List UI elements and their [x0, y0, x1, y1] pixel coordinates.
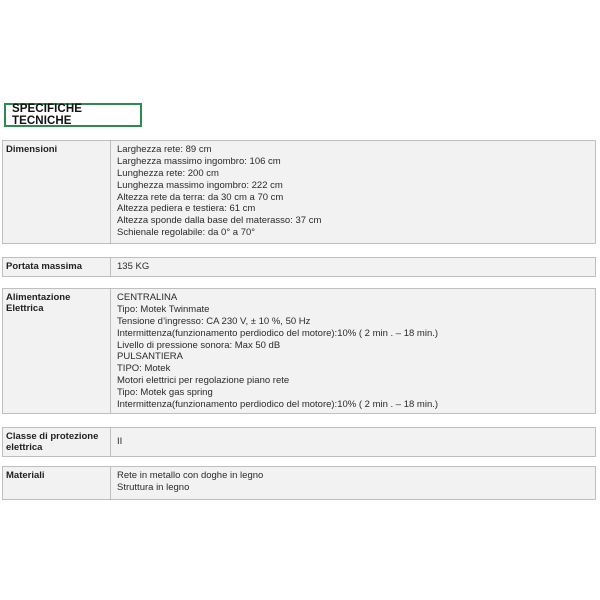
spec-line: Intermittenza(funzionamento perdiodico del motore):10% ( 2 min . – 18 min.) [117, 327, 439, 339]
spec-label: Alimentazione Elettrica [3, 289, 111, 413]
spec-line: CENTRALINA [117, 292, 178, 303]
spec-value [111, 141, 595, 243]
spec-line: Tipo: Motek gas spring [117, 387, 213, 399]
spec-line: Larghezza rete: 89 cm [117, 144, 212, 155]
spec-value [111, 428, 595, 456]
spec-row-classe-protezione [2, 427, 596, 457]
spec-row-portata-massima [2, 257, 596, 277]
spec-row-materiali [2, 466, 596, 500]
spec-line: Tensione d’ingresso: CA 230 V, ± 10 %, 50 Hz [117, 315, 311, 327]
section-title: SPECIFICHE TECNICHE [4, 103, 142, 127]
spec-value [111, 258, 595, 276]
spec-label: Portata massima [3, 258, 111, 276]
spec-value [111, 289, 595, 413]
spec-value [111, 467, 595, 499]
spec-line: Altezza pediera e testiera: 61 cm [117, 203, 256, 215]
spec-line: Altezza rete da terra: da 30 cm a 70 cm [117, 191, 284, 203]
spec-label: Dimensioni [3, 141, 111, 243]
spec-row-dimensioni [2, 140, 596, 244]
spec-line: Rete in metallo con doghe in legno [117, 470, 264, 481]
spec-line: Lunghezza massimo ingombro: 222 cm [117, 179, 283, 191]
spec-line: Altezza sponde dalla base del materasso: 37 cm [117, 215, 322, 227]
spec-line: Schienale regolabile: da 0° a 70° [117, 227, 256, 239]
spec-label: Classe di protezione elettrica [3, 428, 111, 456]
spec-line: Struttura in legno [117, 481, 190, 493]
spec-line: Motori elettrici per regolazione piano rete [117, 375, 290, 387]
spec-line: PULSANTIERA [117, 351, 183, 363]
spec-line: 135 KG [117, 261, 150, 272]
spec-label: Materiali [3, 467, 111, 499]
spec-line: Larghezza massimo ingombro: 106 cm [117, 155, 281, 167]
spec-line: Tipo: Motek Twinmate [117, 303, 210, 315]
spec-line: TIPO: Motek [117, 363, 171, 375]
spec-line: Intermittenza(funzionamento perdiodico del motore):10% ( 2 min . – 18 min.) [117, 399, 439, 411]
spec-row-alimentazione-elettrica [2, 288, 596, 414]
spec-line: II [117, 436, 123, 447]
spec-line: Livello di pressione sonora: Max 50 dB [117, 339, 281, 351]
spec-line: Lunghezza rete: 200 cm [117, 167, 219, 179]
